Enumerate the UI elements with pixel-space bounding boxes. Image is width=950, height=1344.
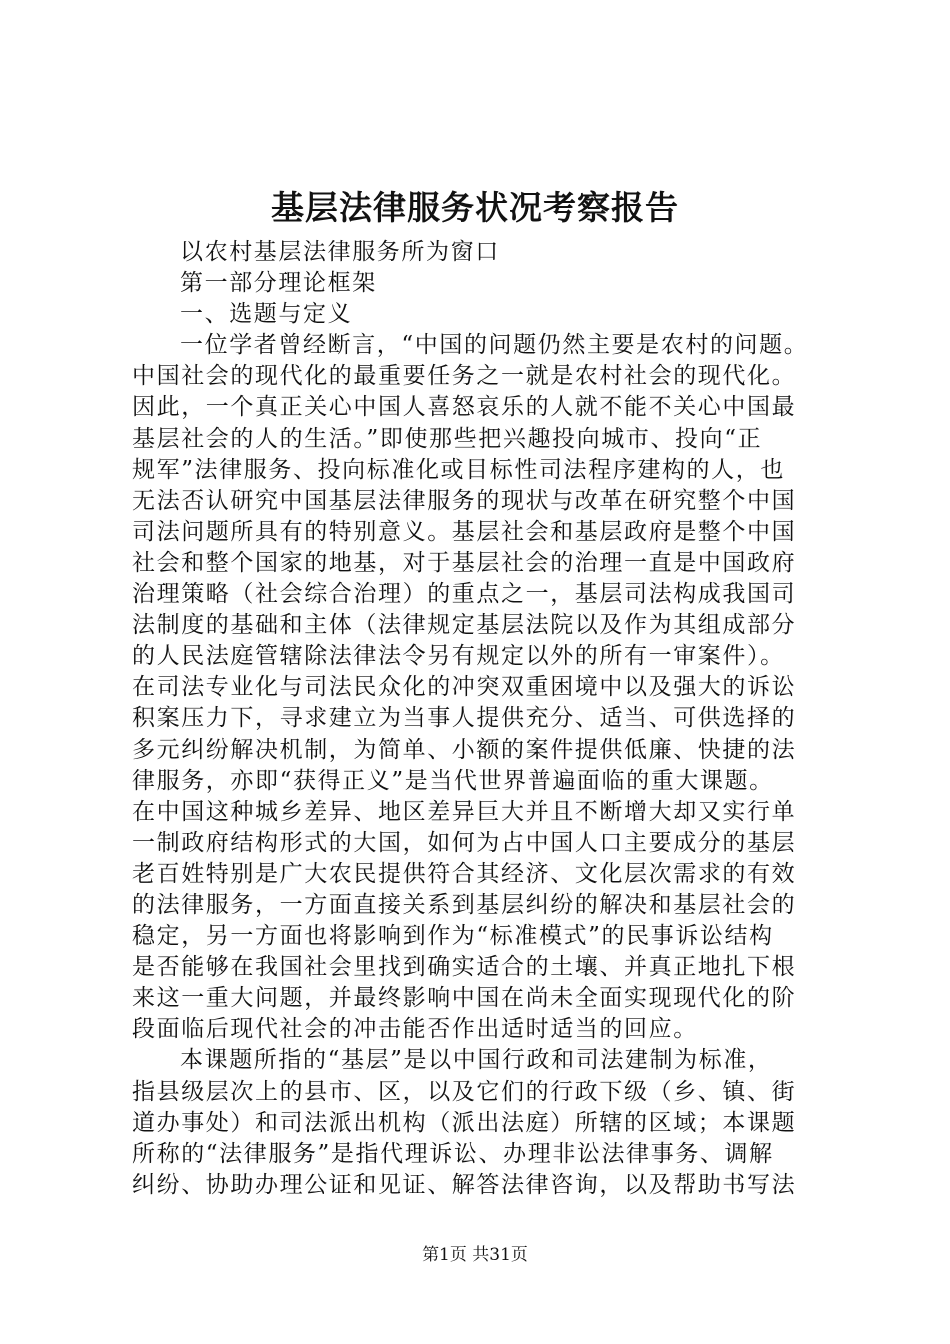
paragraph-line: 多元纠纷解决机制，为简单、小额的案件提供低廉、快捷的法 <box>132 736 797 763</box>
paragraph-line: 指县级层次上的县市、区，以及它们的行政下级（乡、镇、街 <box>132 1078 797 1105</box>
page-number-footer: 第1页 共31页 <box>422 1245 528 1265</box>
paragraph-line: 的法律服务，一方面直接关系到基层纠纷的解决和基层社会的 <box>132 891 797 918</box>
paragraph-line: 是否能够在我国社会里找到确实适合的土壤、并真正地扎下根 <box>132 954 797 981</box>
paragraph-line: 段面临后现代社会的冲击能否作出适时适当的回应。 <box>132 1016 698 1043</box>
paragraph-line: 本课题所指的“基层”是以中国行政和司法建制为标准， <box>180 1047 773 1074</box>
paragraph-line: 稳定，另一方面也将影响到作为“标准模式”的民事诉讼结构 <box>132 923 774 950</box>
paragraph-line: 道办事处）和司法派出机构（派出法庭）所辖的区域；本课题 <box>132 1109 797 1136</box>
subtitle-line: 以农村基层法律服务所为窗口 <box>180 239 500 265</box>
paragraph-line: 在司法专业化与司法民众化的冲突双重困境中以及强大的诉讼 <box>132 674 797 701</box>
paragraph-line: 的人民法庭管辖除法律法令另有规定以外的所有一审案件）。 <box>132 643 785 670</box>
paragraph-line: 在中国这种城乡差异、地区差异巨大并且不断增大却又实行单 <box>132 798 797 825</box>
paragraph-line: 社会和整个国家的地基，对于基层社会的治理一直是中国政府 <box>132 549 797 576</box>
paragraph-line: 中国社会的现代化的最重要任务之一就是农村社会的现代化。 <box>132 363 797 390</box>
paragraph-line: 因此，一个真正关心中国人喜怒哀乐的人就不能不关心中国最 <box>132 394 797 421</box>
section-heading: 一、选题与定义 <box>180 301 353 328</box>
paragraph-line: 律服务，亦即“获得正义”是当代世界普遍面临的重大课题。 <box>132 767 774 794</box>
paragraph-line: 所称的“法律服务”是指代理诉讼、办理非讼法律事务、调解 <box>132 1140 774 1167</box>
paragraph-line: 一制政府结构形式的大国，如何为占中国人口主要成分的基层 <box>132 829 797 856</box>
paragraph-line: 基层社会的人的生活。”即使那些把兴趣投向城市、投向“正 <box>132 425 763 452</box>
paragraph-line: 司法问题所具有的特别意义。基层社会和基层政府是整个中国 <box>132 518 797 545</box>
paragraph-line: 一位学者曾经断言，“中国的问题仍然主要是农村的问题。 <box>180 332 809 359</box>
paragraph-line: 来这一重大问题，并最终影响中国在尚未全面实现现代化的阶 <box>132 985 797 1012</box>
paragraph-line: 老百姓特别是广大农民提供符合其经济、文化层次需求的有效 <box>132 860 797 887</box>
paragraph-line: 积案压力下，寻求建立为当事人提供充分、适当、可供选择的 <box>132 705 797 732</box>
paragraph-line: 规军”法律服务、投向标准化或目标性司法程序建构的人，也 <box>132 456 785 483</box>
paragraph-line: 纠纷、协助办理公证和见证、解答法律咨询，以及帮助书写法 <box>132 1171 797 1198</box>
paragraph-line: 法制度的基础和主体（法律规定基层法院以及作为其组成部分 <box>132 612 797 639</box>
document-body <box>132 237 844 1201</box>
paragraph-line: 无法否认研究中国基层法律服务的现状与改革在研究整个中国 <box>132 487 797 514</box>
paragraph-line: 治理策略（社会综合治理）的重点之一，基层司法构成我国司 <box>132 581 797 608</box>
part-heading: 第一部分理论框架 <box>180 270 377 297</box>
document-title: 基层法律服务状况考察报告 <box>271 188 679 227</box>
